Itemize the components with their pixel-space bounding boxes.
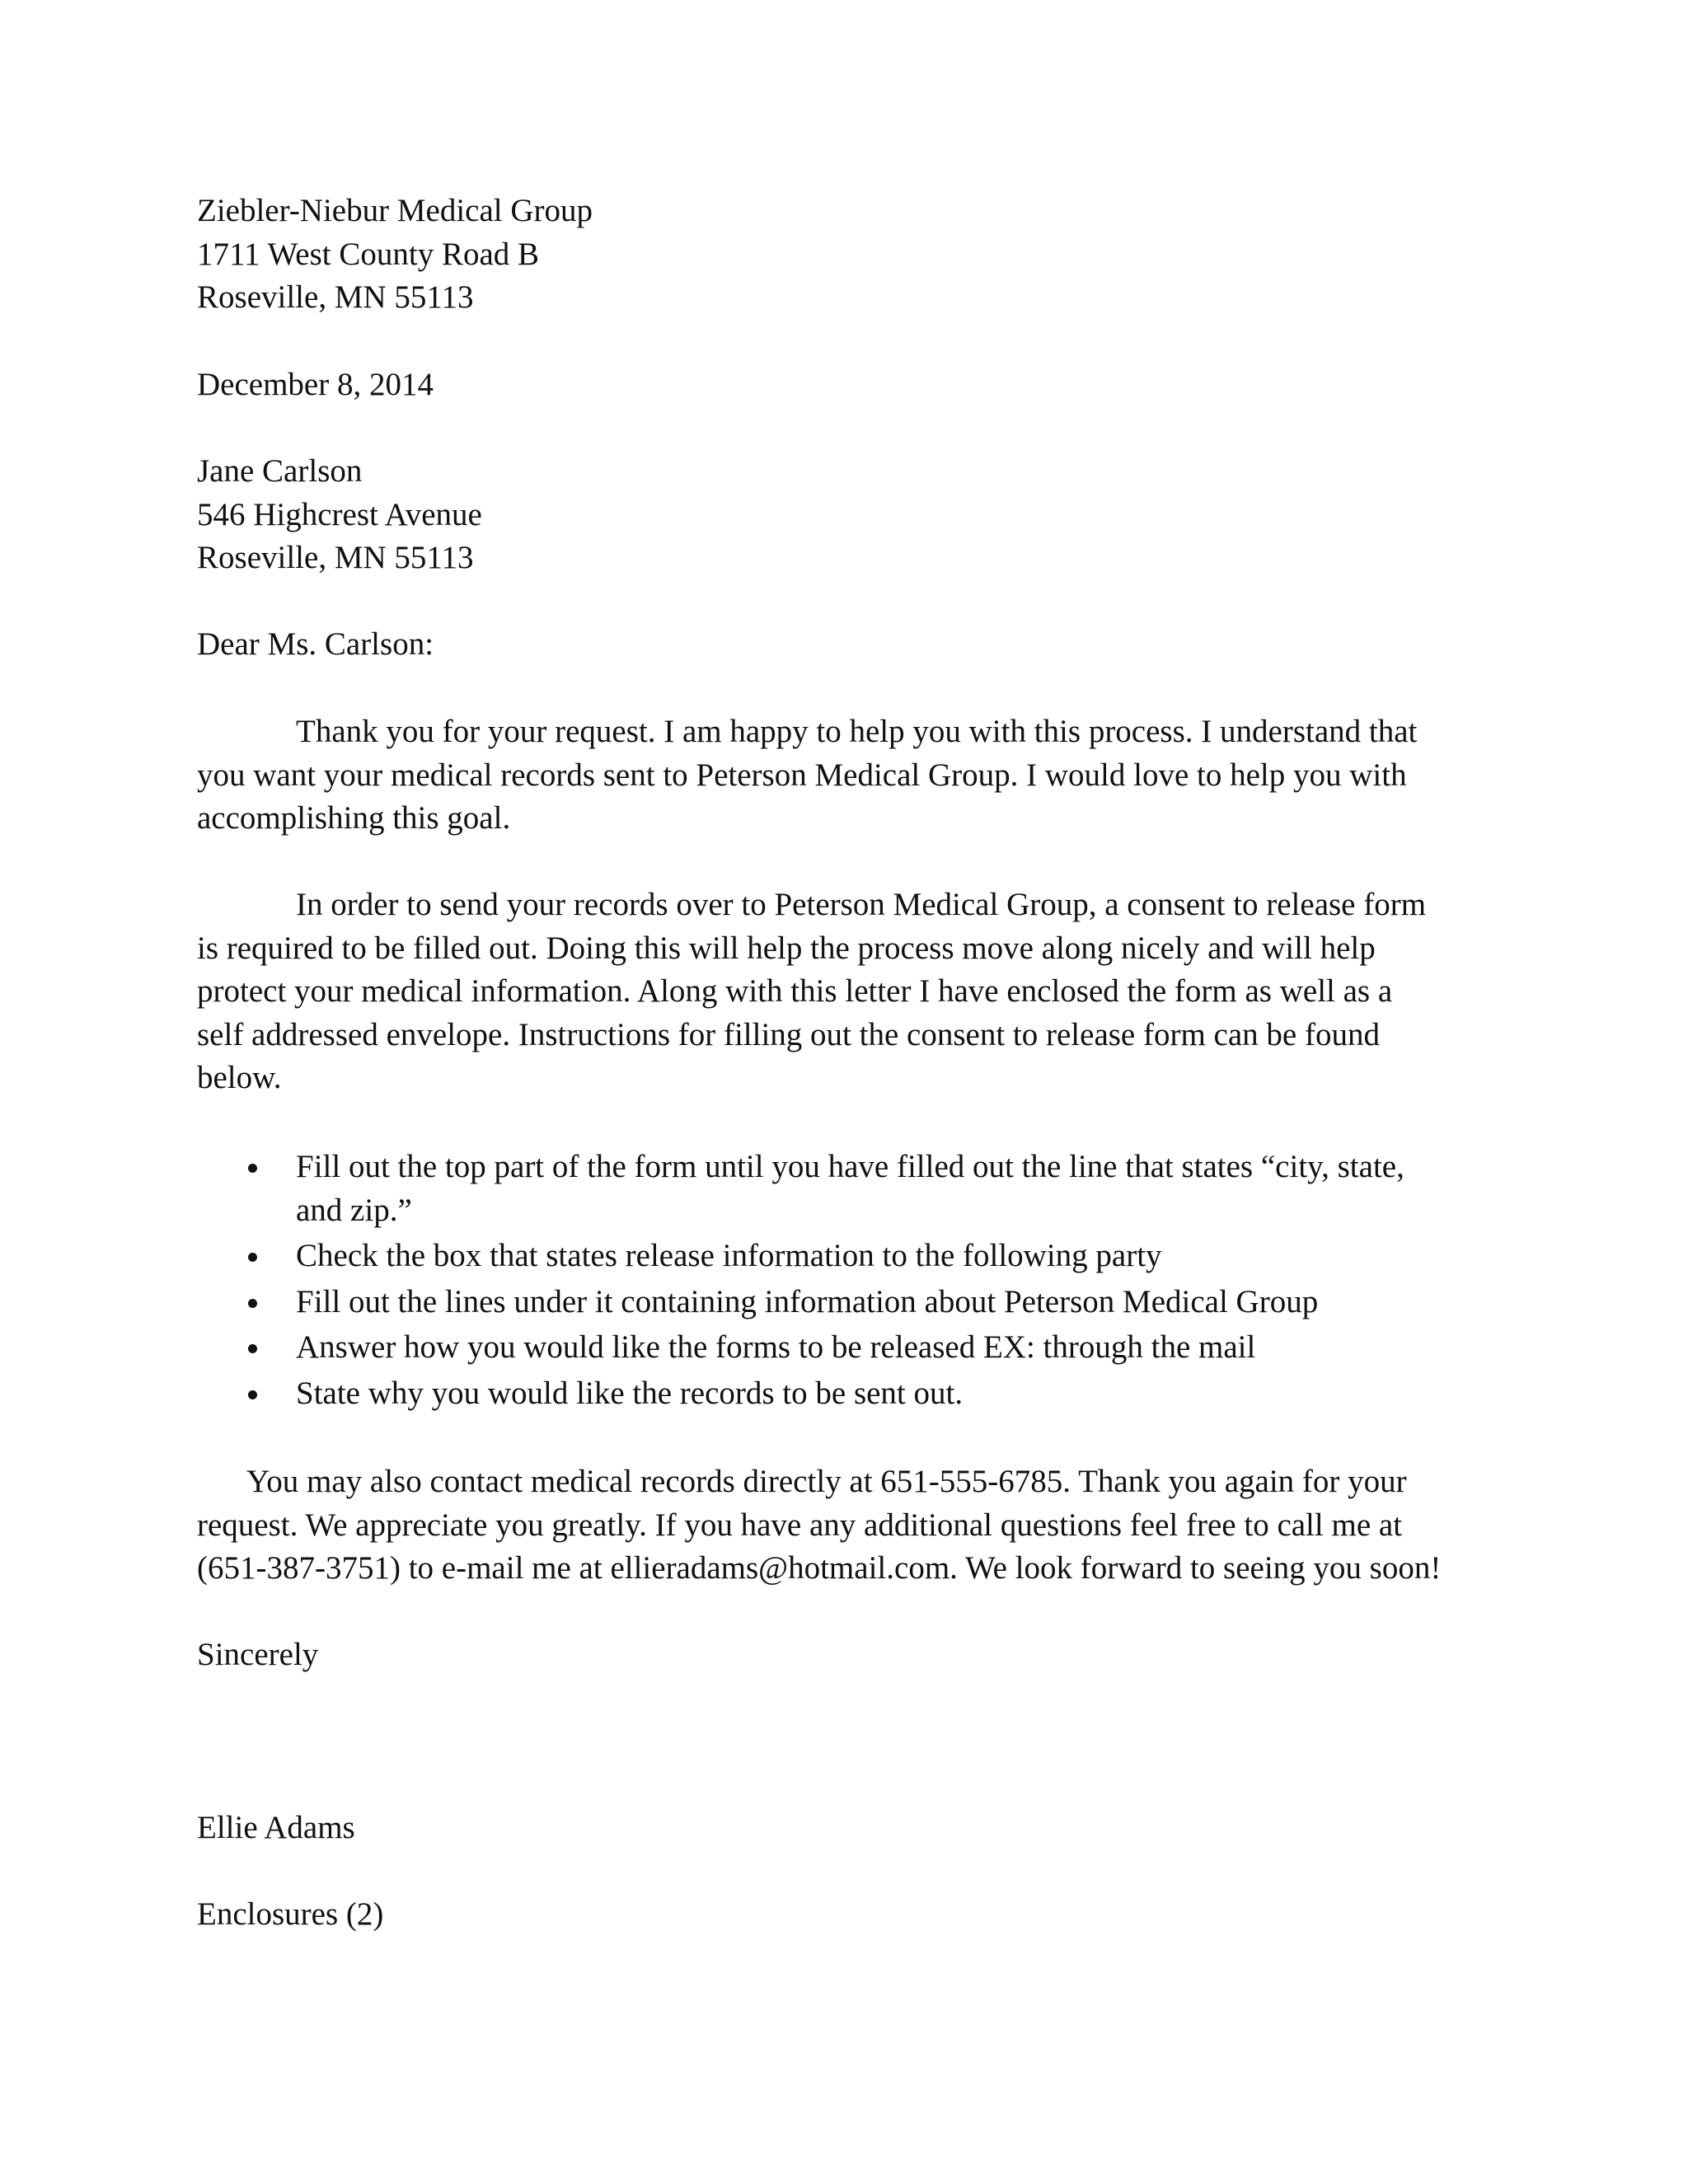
bullet-icon [248,1299,257,1308]
bullet-icon [248,1344,257,1353]
instructions-list [197,1146,1483,1418]
date-text: December 8, 2014 [197,367,434,402]
sender-name: Ziebler-Niebur Medical Group [197,193,593,228]
list-item [197,1146,1483,1232]
paragraph-line: protect your medical information. Along with this letter I have enclosed the form as well as a [197,973,1393,1009]
paragraph-line: you want your medical records sent to Peterson Medical Group. I would love to help you with [197,757,1407,793]
body-paragraph-2 [197,883,1483,1100]
list-item-text: State why you would like the records to be sent out. [296,1375,964,1411]
paragraph-line: accomplishing this goal. [197,800,511,836]
list-item-text: Answer how you would like the forms to be released EX: through the mail [296,1329,1256,1365]
bullet-icon [248,1164,257,1173]
paragraph-line: is required to be filled out. Doing this will help the process move along nicely and will help [197,930,1376,966]
signer-name: Ellie Adams [197,1810,355,1845]
list-item [197,1235,1483,1278]
paragraph-line: In order to send your records over to Peterson Medical Group, a consent to release form [296,887,1427,922]
list-item [197,1372,1483,1416]
closing-text: Sincerely [197,1637,319,1672]
recipient-city-state-zip: Roseville, MN 55113 [197,540,474,575]
sender-city-state-zip: Roseville, MN 55113 [197,279,474,315]
list-item [197,1326,1483,1370]
paragraph-line: request. We appreciate you greatly. If you have any additional questions feel free to call me at [197,1507,1403,1543]
enclosures [197,1893,1466,1937]
recipient-address [197,450,1466,580]
sender-address [197,190,1466,320]
paragraph-line: (651-387-3751) to e-mail me at ellieradams@hotmail.com. We look forward to seeing you soon! [197,1550,1442,1586]
recipient-street: 546 Highcrest Avenue [197,496,482,532]
paragraph-line: Thank you for your request. I am happy to help you with this process. I understand that [296,714,1418,749]
list-item-text: Fill out the lines under it containing information about Peterson Medical Group [296,1283,1319,1319]
list-item [197,1281,1483,1324]
closing [197,1633,1466,1677]
enclosures-text: Enclosures (2) [197,1896,384,1932]
salutation-text: Dear Ms. Carlson: [197,626,434,662]
recipient-name: Jane Carlson [197,453,363,489]
sender-street: 1711 West County Road B [197,236,540,272]
salutation [197,623,1466,667]
bullet-icon [248,1390,257,1399]
body-paragraph-3 [197,1460,1483,1591]
paragraph-line: below. [197,1060,282,1095]
paragraph-line: self addressed envelope. Instructions for filling out the consent to release form can be found [197,1016,1380,1052]
paragraph-line: You may also contact medical records directly at 651-555-6785. Thank you again for your [246,1464,1407,1499]
bullet-icon [248,1253,257,1262]
list-item-text: Fill out the top part of the form until you have filled out the line that states “city, state, [296,1149,1404,1184]
body-paragraph-1 [197,710,1483,841]
signer [197,1807,1466,1850]
list-item-text: Check the box that states release information to the following party [296,1238,1162,1273]
letter-date [197,363,1466,407]
list-item-text: and zip.” [296,1192,412,1228]
